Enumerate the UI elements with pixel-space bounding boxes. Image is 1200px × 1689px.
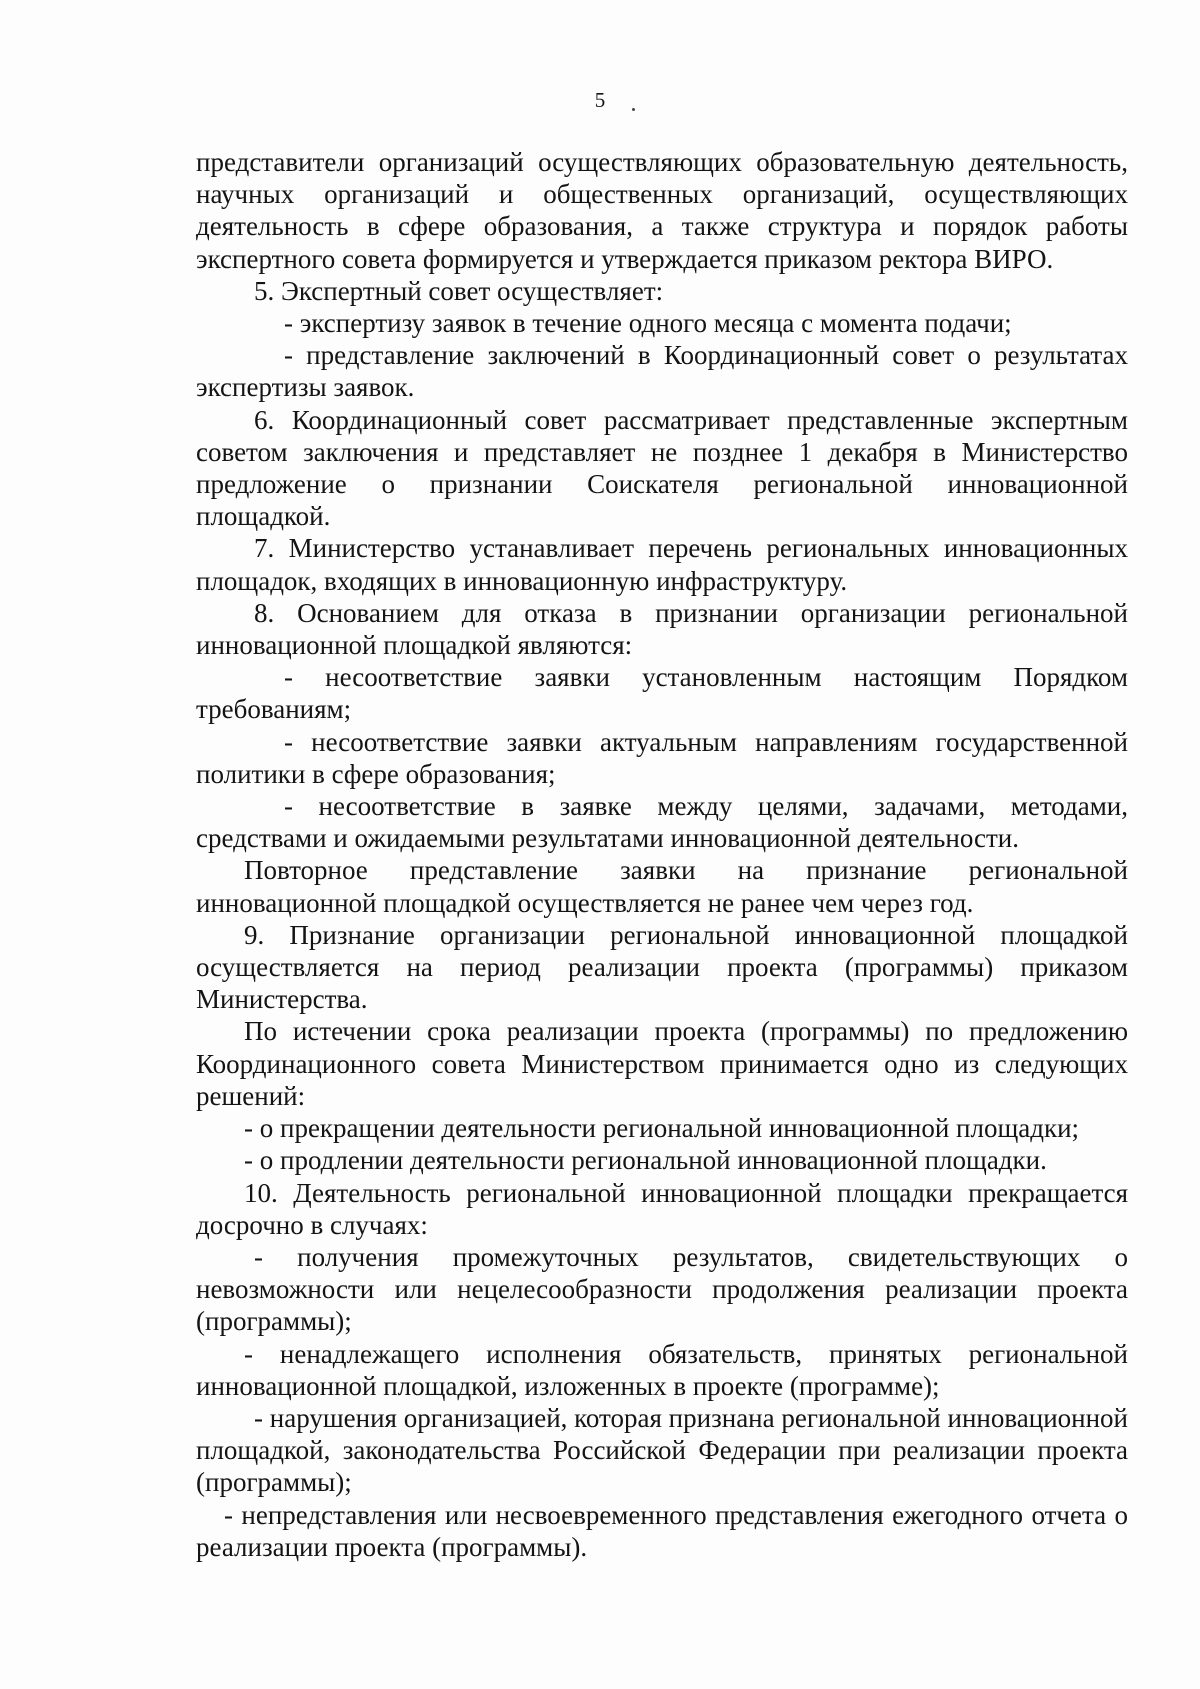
list-item-report: - непредставления или несвоевременного представления ежегодного отчета о реализации проекта (программы).	[196, 1499, 1128, 1562]
list-item-refusal-policy: - несоответствие заявки актуальным направлениям государственной политики в сфере образования;	[196, 726, 1128, 789]
list-item-refusal-goals: - несоответствие в заявке между целями, задачами, методами, средствами и ожидаемыми результатами инновационной деятельности.	[196, 791, 1128, 854]
list-item-refusal-requirements: - несоответствие заявки установленным настоящим Порядком требованиям;	[196, 662, 1128, 725]
document-body	[196, 146, 1128, 1563]
page-number: 5	[594, 88, 606, 112]
paragraph-expiry: По истечении срока реализации проекта (программы) по предложению Координационного совета Министерством принимается одно из следующих решений:	[196, 1016, 1128, 1111]
list-item-law-violation: - нарушения организацией, которая признана региональной инновационной площадкой, законодательства Российской Федерации при реализации проекта (программы);	[196, 1402, 1128, 1498]
paragraph-item-8: 8. Основанием для отказа в признании организации региональной инновационной площадкой являются:	[196, 597, 1128, 661]
list-item-expertise: - экспертизу заявок в течение одного месяца с момента подачи;	[284, 308, 1012, 339]
list-item-termination: - о прекращении деятельности региональной инновационной площадки;	[244, 1113, 1080, 1144]
list-item-obligations: - ненадлежащего исполнения обязательств, принятых региональной инновационной площадкой, изложенных в проекте (программе);	[196, 1338, 1128, 1401]
paragraph-resubmission: Повторное представление заявки на признание региональной инновационной площадкой осуществляется не ранее чем через год.	[196, 855, 1128, 918]
paragraph-intro-continuation: представители организаций осуществляющих образовательную деятельность, научных организаций и общественных организаций, осуществляющих деятельность в сфере образования, а также структура и порядок работы экспертного совета формируется и утверждается приказом ректора ВИРО.	[196, 147, 1128, 274]
list-item-interim-results: - получения промежуточных результатов, свидетельствующих о невозможности или нецелесообразности продолжения реализации проекта (программы);	[196, 1241, 1128, 1337]
paragraph-item-6: 6. Координационный совет рассматривает представленные экспертным советом заключения и представляет не позднее 1 декабря в Министерство предложение о признании Соискателя региональной инновационной площадкой.	[196, 404, 1128, 532]
paragraph-item-5: 5. Экспертный совет осуществляет:	[254, 275, 664, 306]
paragraph-item-10: 10. Деятельность региональной инновационной площадки прекращается досрочно в случаях:	[196, 1177, 1128, 1240]
paragraph-item-7: 7. Министерство устанавливает перечень региональных инновационных площадок, входящих в инновационную инфраструктуру.	[196, 533, 1128, 596]
list-item-extension: - о продлении деятельности региональной инновационной площадки.	[244, 1145, 1047, 1176]
list-item-conclusions: - представление заключений в Координационный совет о результатах экспертизы заявок.	[196, 340, 1128, 403]
paragraph-item-9: 9. Признание организации региональной инновационной площадкой осуществляется на период реализации проекта (программы) приказом Министерства.	[196, 919, 1128, 1015]
